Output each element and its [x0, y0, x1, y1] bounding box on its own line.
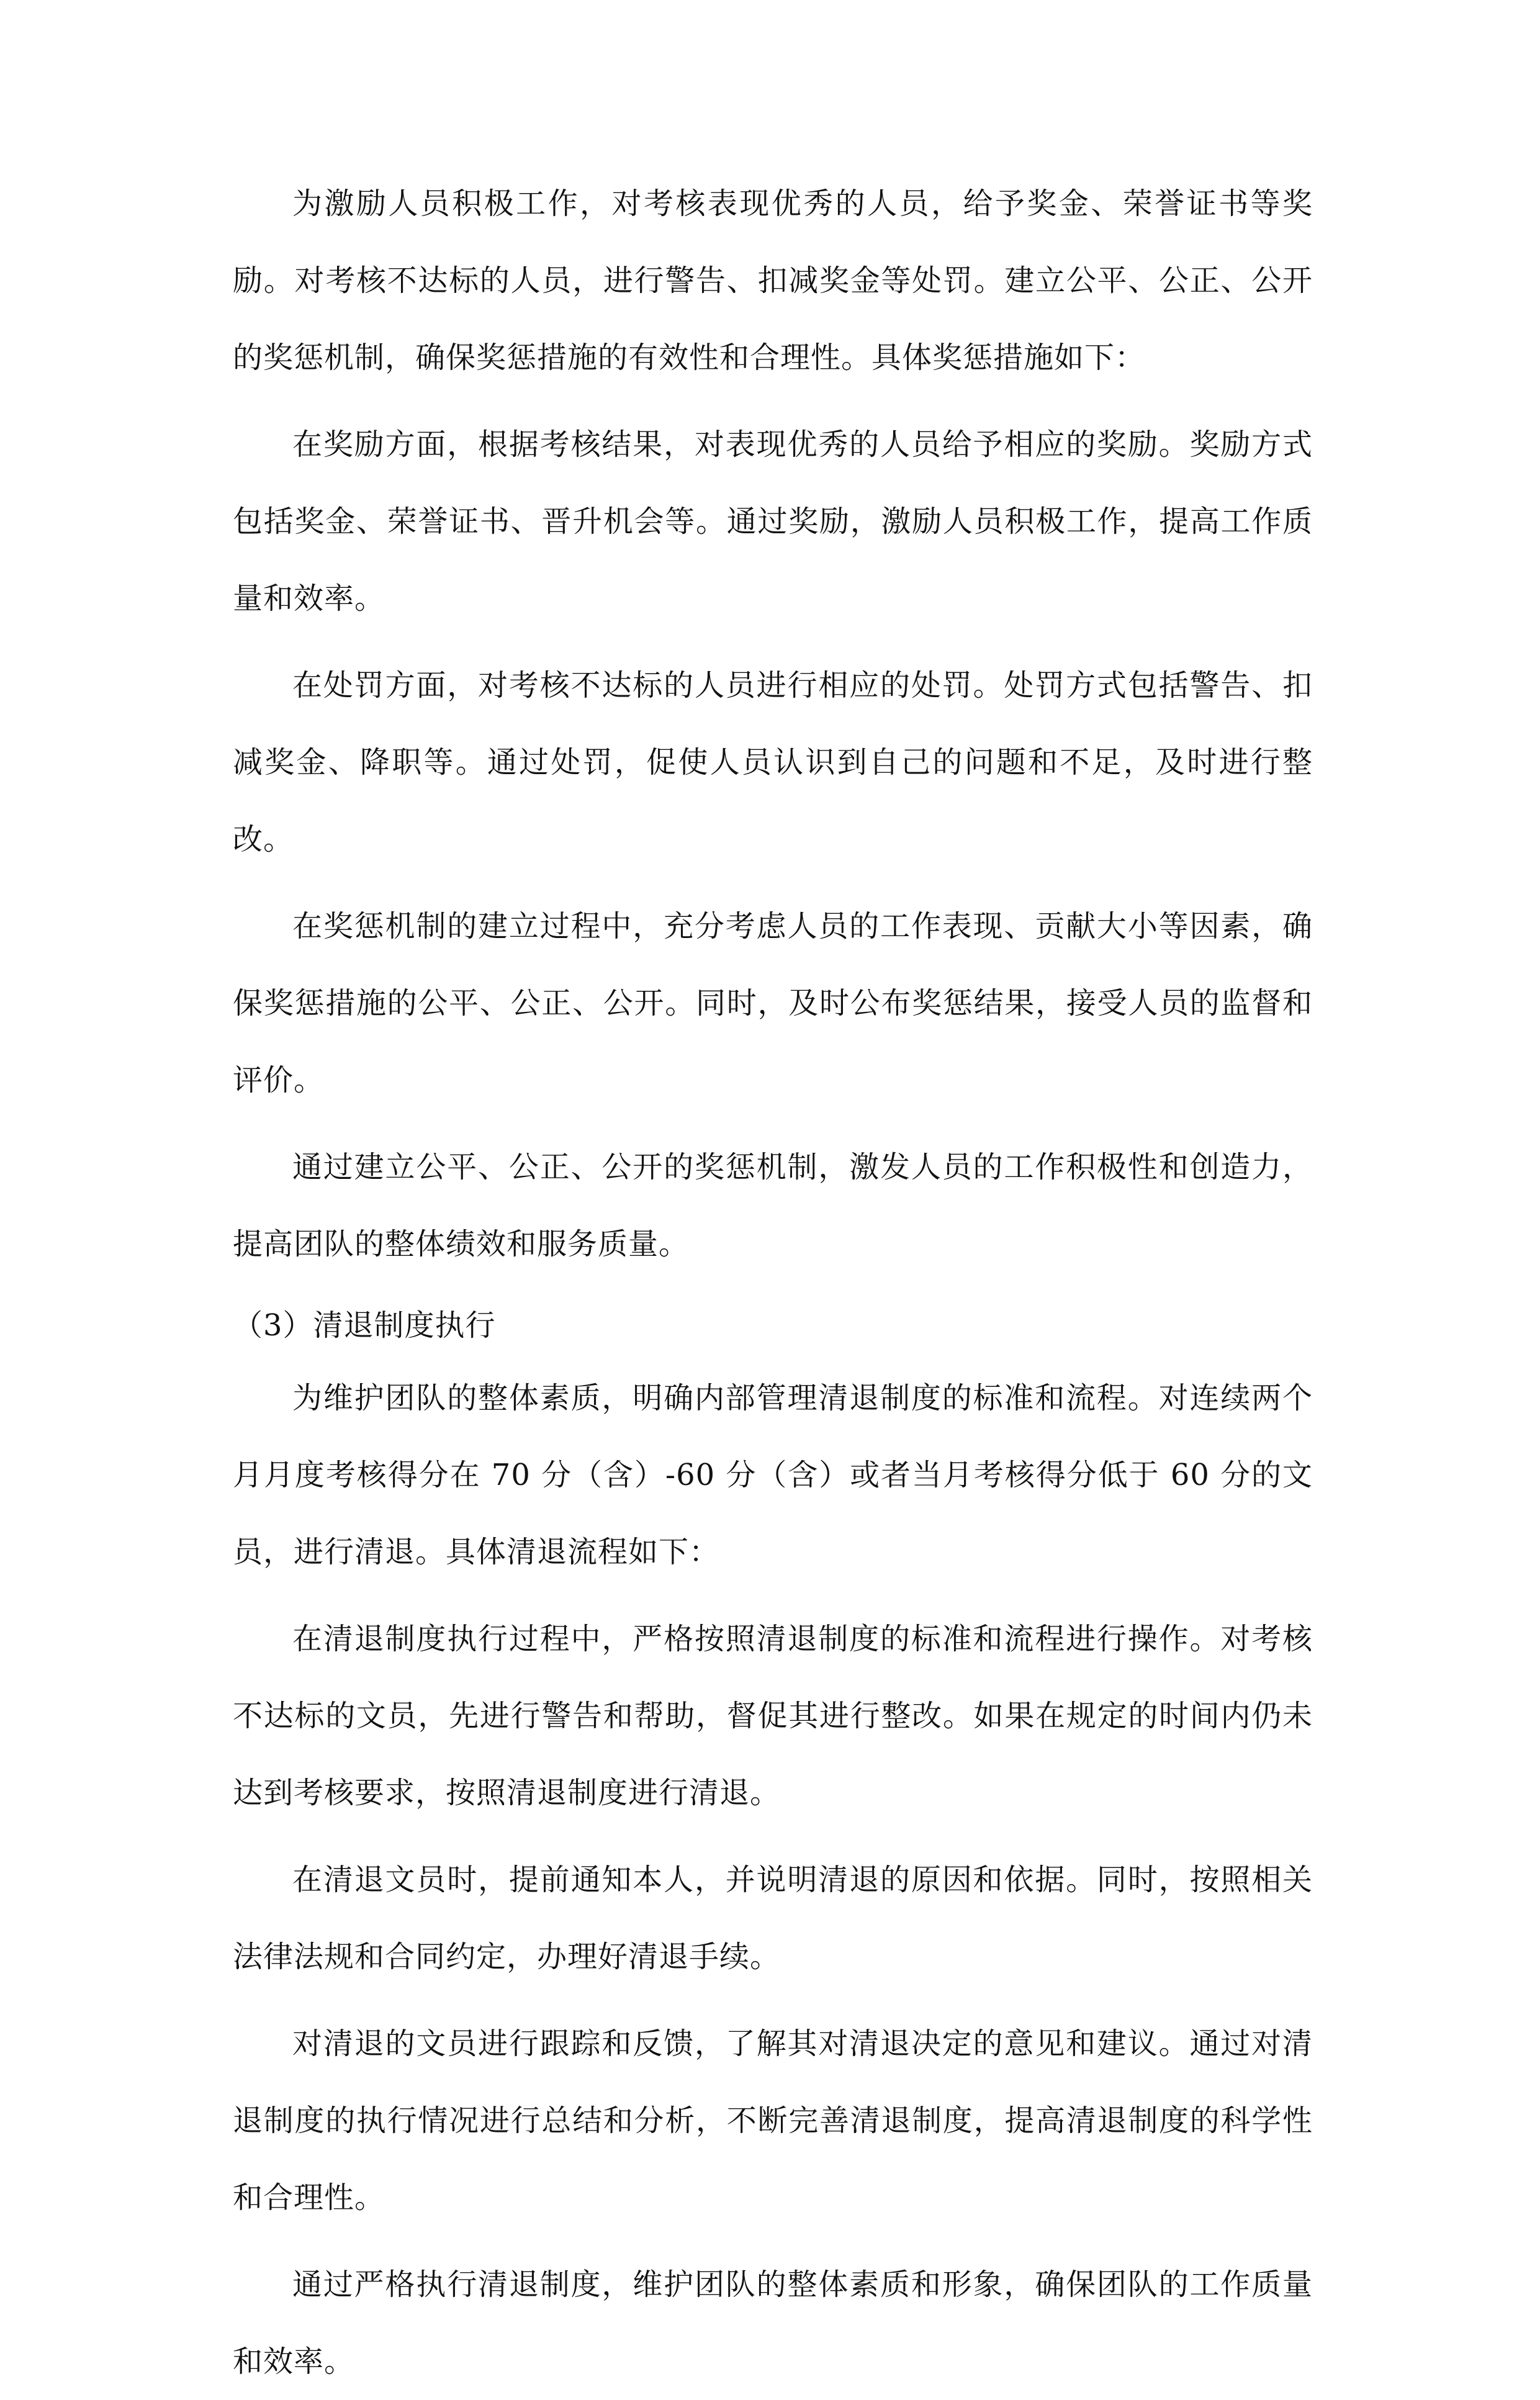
paragraph-punishments: 在处罚方面，对考核不达标的人员进行相应的处罚。处罚方式包括警告、扣减奖金、降职等。通过处罚，促使人员认识到自己的问题和不足，及时进行整改。 — [233, 668, 1313, 857]
paragraph-dismissal-summary: 通过严格执行清退制度，维护团队的整体素质和形象，确保团队的工作质量和效率。 — [233, 2267, 1313, 2379]
paragraph-reward-punishment-intro: 为激励人员积极工作，对考核表现优秀的人员，给予奖金、荣誉证书等奖励。对考核不达标的人员，进行警告、扣减奖金等处罚。建立公平、公正、公开的奖惩机制，确保奖惩措施的有效性和合理性。具体奖惩措施如下： — [233, 186, 1313, 375]
paragraph-dismissal-notice: 在清退文员时，提前通知本人，并说明清退的原因和依据。同时，按照相关法律法规和合同约定，办理好清退手续。 — [233, 1862, 1313, 1974]
paragraph-dismissal-execution: 在清退制度执行过程中，严格按照清退制度的标准和流程进行操作。对考核不达标的文员，先进行警告和帮助，督促其进行整改。如果在规定的时间内仍未达到考核要求，按照清退制度进行清退。 — [233, 1622, 1313, 1810]
paragraph-mechanism-summary: 通过建立公平、公正、公开的奖惩机制，激发人员的工作积极性和创造力，提高团队的整体绩效和服务质量。 — [233, 1150, 1313, 1261]
section-heading-dismissal: （3）清退制度执行 — [233, 1308, 496, 1343]
paragraph-mechanism-process: 在奖惩机制的建立过程中，充分考虑人员的工作表现、贡献大小等因素，确保奖惩措施的公平、公正、公开。同时，及时公布奖惩结果，接受人员的监督和评价。 — [233, 909, 1313, 1098]
document-body — [233, 165, 1313, 2400]
paragraph-dismissal-followup: 对清退的文员进行跟踪和反馈，了解其对清退决定的意见和建议。通过对清退制度的执行情况进行总结和分析，不断完善清退制度，提高清退制度的科学性和合理性。 — [233, 2026, 1313, 2215]
paragraph-dismissal-criteria: 为维护团队的整体素质，明确内部管理清退制度的标准和流程。对连续两个月月度考核得分在 70 分（含）-60 分（含）或者当月考核得分低于 60 分的文员，进行清退。具体清退流程如下： — [233, 1381, 1313, 1569]
paragraph-rewards: 在奖励方面，根据考核结果，对表现优秀的人员给予相应的奖励。奖励方式包括奖金、荣誉证书、晋升机会等。通过奖励，激励人员积极工作，提高工作质量和效率。 — [233, 427, 1313, 616]
